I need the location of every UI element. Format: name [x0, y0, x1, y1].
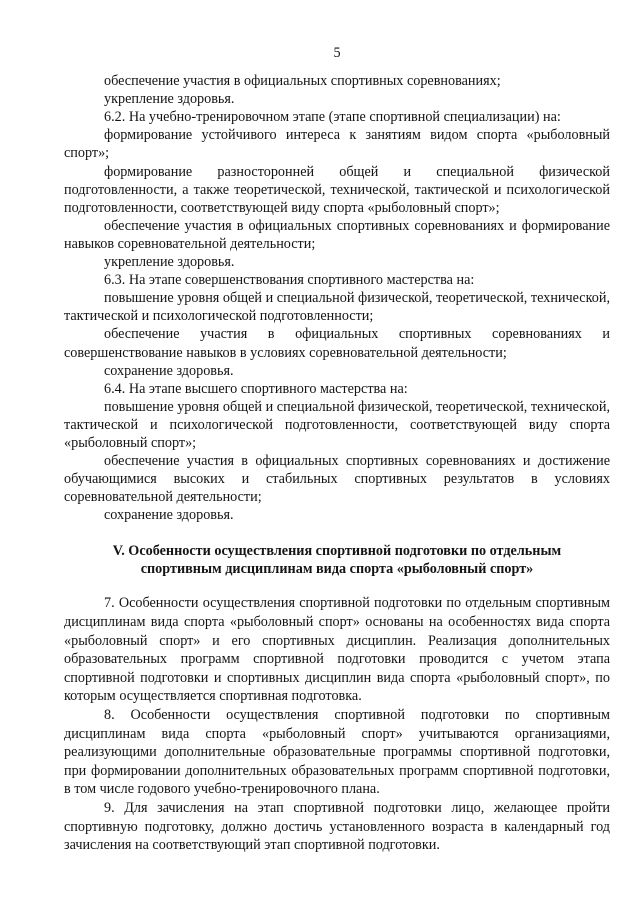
paragraph: 7. Особенности осуществления спортивной подготовки по отдельным спортивным дисциплинам вида спорта «рыболовный спорт» основаны на особенностях вида спорта «рыболовный спорт» и его спортивных дисциплин. Реализация дополнительных образовательных программ спортивной подготовки проводится с учетом этапа спортивной подготовки и спортивных дисциплин вида спорта «рыболовный спорт», по которым осуществляется спортивная подготовка.	[64, 595, 610, 705]
section-heading	[64, 542, 610, 578]
paragraph: обеспечение участия в официальных спортивных соревнованиях;	[104, 73, 501, 90]
section-heading-line: спортивным дисциплинам вида спорта «рыболовный спорт»	[140, 561, 534, 578]
paragraph: формирование разносторонней общей и специальной физической подготовленности, а также теоретической, технической, тактической и психологической подготовленности, соответствующей виду спорта «рыболовный спорт»;	[64, 163, 610, 216]
paragraph: сохранение здоровья.	[104, 362, 234, 379]
paragraph: повышение уровня общей и специальной физической, теоретической, технической, тактической и психологической подготовленности;	[64, 290, 610, 325]
paragraph: укрепление здоровья.	[104, 254, 235, 271]
paragraph: формирование устойчивого интереса к занятиям видом спорта «рыболовный спорт»;	[64, 127, 610, 162]
paragraph: 9. Для зачисления на этап спортивной подготовки лицо, желающее пройти спортивную подготовку, должно достичь установленного возраста в календарный год зачисления на соответствующий этап спортивной подготовки.	[64, 799, 610, 854]
paragraph: укрепление здоровья.	[104, 91, 235, 108]
paragraph: 6.4. На этапе высшего спортивного мастерства на:	[104, 380, 408, 397]
paragraph: сохранение здоровья.	[104, 507, 234, 524]
paragraph: 8. Особенности осуществления спортивной подготовки по спортивным дисциплинам вида спорта «рыболовный спорт» учитываются организациями, реализующими дополнительные образовательные программы спортивной подготовки, при формировании дополнительных образовательных программ спортивной подготовки, в том числе годового учебно-тренировочного плана.	[64, 707, 610, 798]
section-heading-line: V. Особенности осуществления спортивной подготовки по отдельным	[112, 543, 562, 560]
paragraph: обеспечение участия в официальных спортивных соревнованиях и достижение обучающимися высоких и стабильных спортивных результатов в условиях соревновательной деятельности;	[64, 453, 610, 506]
paragraph: 6.2. На учебно-тренировочном этапе (этапе спортивной специализации) на:	[104, 109, 561, 126]
page-number: 5	[333, 45, 341, 61]
paragraph: обеспечение участия в официальных спортивных соревнованиях и формирование навыков соревновательной деятельности;	[64, 217, 610, 252]
paragraph: 6.3. На этапе совершенствования спортивного мастерства на:	[104, 272, 475, 289]
paragraph: обеспечение участия в официальных спортивных соревнованиях и совершенствование навыков в условиях соревновательной деятельности;	[64, 326, 610, 361]
paragraph: повышение уровня общей и специальной физической, теоретической, технической, тактической и психологической подготовленности, соответствующей виду спорта «рыболовный спорт»;	[64, 398, 610, 451]
section-4-body	[64, 72, 610, 524]
section-5-body	[64, 594, 610, 854]
